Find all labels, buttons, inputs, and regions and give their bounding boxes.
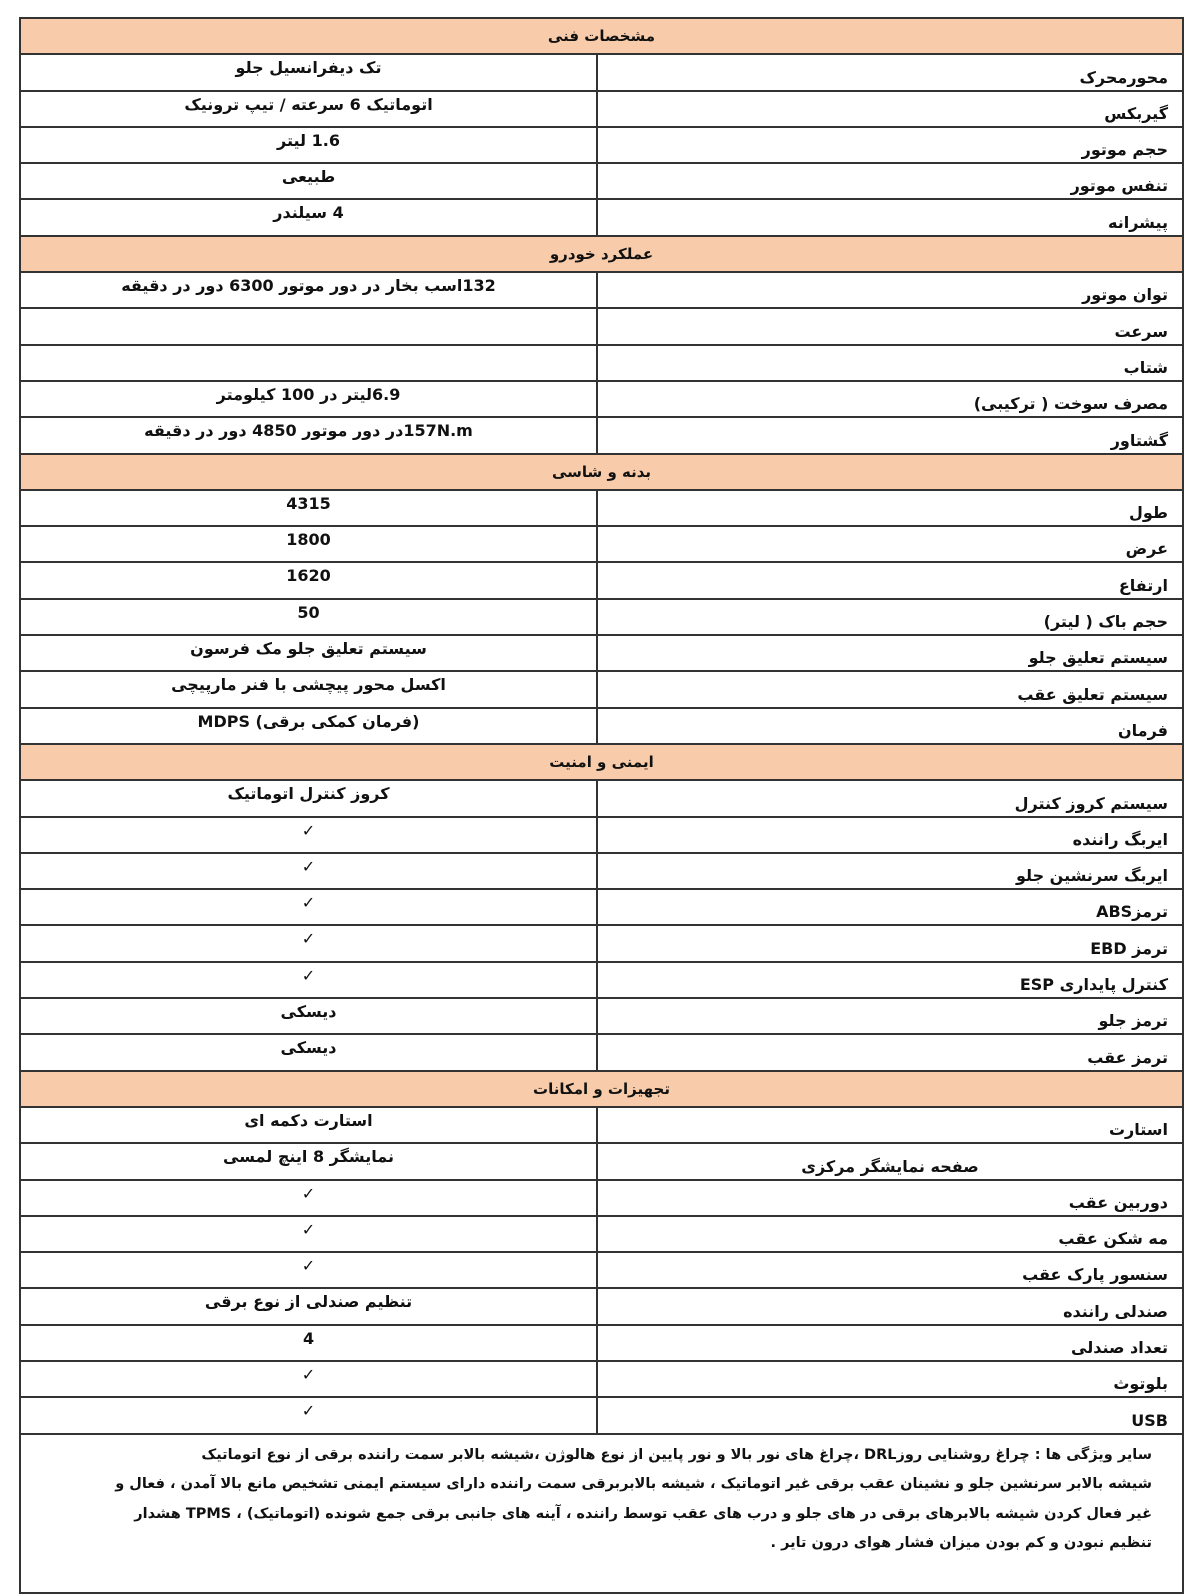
checkmark-icon <box>21 854 596 888</box>
section-header: مشخصات فنی <box>21 19 1184 55</box>
spec-row <box>21 1108 1184 1144</box>
spec-label: گیربکس <box>596 92 1182 126</box>
spec-label: محورمحرک <box>596 55 1182 89</box>
spec-row <box>21 1326 1184 1362</box>
spec-row <box>21 563 1184 599</box>
spec-row <box>21 1362 1184 1398</box>
spec-row <box>21 1217 1184 1253</box>
spec-value-text: 50 <box>297 602 320 622</box>
spec-row <box>21 1253 1184 1289</box>
spec-row <box>21 55 1184 91</box>
spec-value-text: تک دیفرانسیل جلو <box>235 58 382 78</box>
spec-value-text: دیسکی <box>280 1002 337 1022</box>
spec-label: تنفس موتور <box>596 164 1182 198</box>
checkmark-icon <box>21 963 596 997</box>
spec-value <box>21 1035 596 1069</box>
other-features-notes <box>21 1435 1184 1594</box>
spec-row <box>21 781 1184 817</box>
spec-value-text: ✓ <box>301 820 316 840</box>
spec-value <box>21 1289 596 1323</box>
spec-value <box>21 999 596 1033</box>
notes-line: شیشه بالابر سرنشین جلو و نشینان عقب برقی غیر اتوماتیک ، شیشه بالابربرقی سمت راننده دارای سیستم ایمنی تشخیص مانع بالا آمدن ، فعال و <box>115 1476 1152 1493</box>
spec-row <box>21 890 1184 926</box>
spec-label: ارتفاع <box>596 563 1182 597</box>
spec-row <box>21 491 1184 527</box>
spec-label: حجم باک ( لیتر) <box>596 600 1182 634</box>
spec-value-text: 1620 <box>286 566 331 586</box>
spec-value-text: ✓ <box>301 1256 316 1276</box>
checkmark-icon <box>21 1217 596 1251</box>
spec-row <box>21 1398 1184 1434</box>
spec-value <box>21 346 596 380</box>
spec-value-text: 157N.mدر دور موتور 4850 دور در دقیقه <box>144 421 473 441</box>
spec-label: صندلی راننده <box>596 1289 1182 1323</box>
spec-value-text: 4 سیلندر <box>273 203 344 223</box>
spec-table <box>19 17 1184 1594</box>
spec-value-text: طبیعی <box>281 167 336 187</box>
spec-row <box>21 1289 1184 1325</box>
spec-value <box>21 1144 596 1178</box>
spec-value-text: 1.6 لیتر <box>277 130 340 150</box>
spec-value-text: تنظیم صندلی از نوع برقی <box>204 1292 413 1312</box>
spec-value <box>21 600 596 634</box>
spec-value-text: ✓ <box>301 856 316 876</box>
spec-row <box>21 128 1184 164</box>
spec-label: فرمان <box>596 709 1182 743</box>
spec-value-text: ✓ <box>301 929 316 949</box>
spec-label: سنسور پارک عقب <box>596 1253 1182 1287</box>
spec-value <box>21 200 596 234</box>
spec-label: USB <box>596 1398 1182 1432</box>
spec-value-text: استارت دکمه ای <box>244 1110 373 1130</box>
spec-value-text: 1800 <box>286 530 331 550</box>
spec-value <box>21 1326 596 1360</box>
spec-label: سیستم تعلیق جلو <box>596 636 1182 670</box>
spec-value <box>21 418 596 452</box>
spec-label: گشتاور <box>596 418 1182 452</box>
section-header: ایمنی و امنیت <box>21 745 1184 781</box>
section-header: تجهیزات و امکانات <box>21 1072 1184 1108</box>
spec-value-text: ✓ <box>301 893 316 913</box>
spec-row <box>21 418 1184 454</box>
spec-value <box>21 128 596 162</box>
spec-value <box>21 491 596 525</box>
spec-label: استارت <box>596 1108 1182 1142</box>
spec-row <box>21 854 1184 890</box>
spec-value <box>21 55 596 89</box>
spec-row <box>21 273 1184 309</box>
spec-label: ترمزABS <box>596 890 1182 924</box>
spec-row <box>21 963 1184 999</box>
spec-value-text: 4 <box>302 1328 315 1348</box>
spec-value-text: اکسل محور پیچشی با فنر مارپیچی <box>171 675 446 695</box>
spec-row <box>21 164 1184 200</box>
spec-value-text: (فرمان کمکی برقی) MDPS <box>197 711 420 731</box>
spec-label: ترمز EBD <box>596 926 1182 960</box>
spec-row <box>21 1144 1184 1180</box>
spec-value-text: کروز کنترل اتوماتیک <box>227 784 390 804</box>
spec-value <box>21 781 596 815</box>
spec-value <box>21 636 596 670</box>
spec-row <box>21 818 1184 854</box>
spec-value-text: اتوماتیک 6 سرعته / تیپ ترونیک <box>184 94 433 114</box>
spec-row <box>21 200 1184 236</box>
spec-value-text: ✓ <box>301 1364 316 1384</box>
notes-line: سایر ویژگی ها : چراغ روشنایی روزDRL ،چراغ های نور بالا و نور پایین از نوع هالوژن ،شیشه بالابر سمت راننده برقی از نوع اتوماتیک <box>201 1446 1152 1463</box>
spec-row <box>21 309 1184 345</box>
notes-line: تنظیم نبودن و کم بودن میزان فشار هوای درون تایر . <box>770 1535 1152 1552</box>
checkmark-icon <box>21 1362 596 1396</box>
checkmark-icon <box>21 818 596 852</box>
spec-value <box>21 1108 596 1142</box>
spec-value <box>21 527 596 561</box>
spec-value-text: ✓ <box>301 1401 316 1421</box>
spec-label: پیشرانه <box>596 200 1182 234</box>
spec-value <box>21 273 596 307</box>
spec-value-text: 132اسب بخار در دور موتور 6300 دور در دقیقه <box>121 276 496 296</box>
notes-line: غیر فعال کردن شیشه بالابرهای برقی در های جلو و درب های عقب توسط راننده ، آینه های جانبی برقی جمع شونده (اتوماتیک) ، TPMS هشدار <box>134 1505 1152 1522</box>
spec-label: تعداد صندلی <box>596 1326 1182 1360</box>
spec-value-text: 4315 <box>286 493 331 513</box>
spec-label: ایربگ سرنشین جلو <box>596 854 1182 888</box>
spec-value <box>21 382 596 416</box>
spec-label: مصرف سوخت ( ترکیبی) <box>596 382 1182 416</box>
spec-label: بلوتوث <box>596 1362 1182 1396</box>
spec-label: ایربگ راننده <box>596 818 1182 852</box>
spec-value <box>21 709 596 743</box>
spec-label: سیستم کروز کنترل <box>596 781 1182 815</box>
spec-row <box>21 600 1184 636</box>
spec-value-text: ✓ <box>301 1219 316 1239</box>
spec-label: ترمز عقب <box>596 1035 1182 1069</box>
spec-value <box>21 164 596 198</box>
spec-row <box>21 382 1184 418</box>
spec-label: مه شکن عقب <box>596 1217 1182 1251</box>
spec-value-text: نمایشگر 8 اینچ لمسی <box>223 1147 394 1167</box>
spec-value <box>21 672 596 706</box>
spec-row <box>21 1035 1184 1071</box>
spec-row <box>21 1181 1184 1217</box>
spec-row <box>21 636 1184 672</box>
spec-value-text: ✓ <box>301 1183 316 1203</box>
checkmark-icon <box>21 1398 596 1432</box>
section-header: عملکرد خودرو <box>21 237 1184 273</box>
spec-row <box>21 672 1184 708</box>
spec-value <box>21 92 596 126</box>
spec-value-text: ✓ <box>301 965 316 985</box>
spec-value-text: دیسکی <box>280 1038 337 1058</box>
checkmark-icon <box>21 1181 596 1215</box>
spec-label: سرعت <box>596 309 1182 343</box>
spec-label: توان موتور <box>596 273 1182 307</box>
spec-label: سیستم تعلیق عقب <box>596 672 1182 706</box>
spec-label: عرض <box>596 527 1182 561</box>
spec-row <box>21 709 1184 745</box>
spec-row <box>21 92 1184 128</box>
spec-value <box>21 563 596 597</box>
spec-label: حجم موتور <box>596 128 1182 162</box>
spec-value-text: 6.9لیتر در 100 کیلومتر <box>216 384 401 404</box>
spec-value-text: سیستم تعلیق جلو مک فرسون <box>190 639 427 659</box>
spec-row <box>21 346 1184 382</box>
checkmark-icon <box>21 926 596 960</box>
checkmark-icon <box>21 1253 596 1287</box>
section-header: بدنه و شاسی <box>21 455 1184 491</box>
spec-label: صفحه نمایشگر مرکزی <box>596 1144 1182 1178</box>
spec-label: طول <box>596 491 1182 525</box>
checkmark-icon <box>21 890 596 924</box>
spec-row <box>21 926 1184 962</box>
spec-label: دوربین عقب <box>596 1181 1182 1215</box>
spec-value <box>21 309 596 343</box>
spec-row <box>21 999 1184 1035</box>
spec-label: کنترل پایداری ESP <box>596 963 1182 997</box>
spec-row <box>21 527 1184 563</box>
spec-label: شتاب <box>596 346 1182 380</box>
spec-label: ترمز جلو <box>596 999 1182 1033</box>
